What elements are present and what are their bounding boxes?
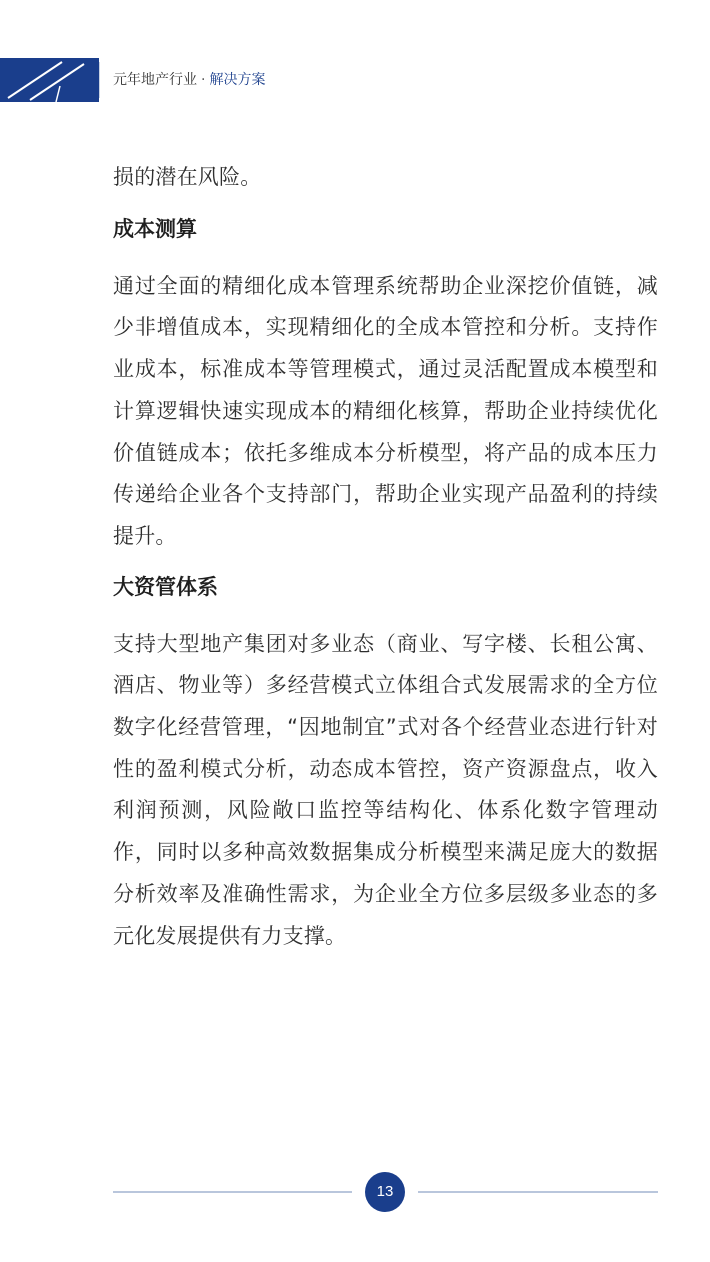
section-heading-cost: 成本测算 [113, 216, 197, 241]
footer-line-left [113, 1191, 352, 1193]
header-subsection: 解决方案 [209, 72, 266, 88]
page-header [0, 58, 710, 102]
page-content [113, 157, 658, 957]
header-breadcrumb [113, 70, 265, 90]
continued-paragraph: 损的潜在风险。 [113, 165, 262, 189]
header-section: 元年地产行业 [113, 72, 197, 88]
section-body-cost: 通过全面的精细化成本管理系统帮助企业深挖价值链，减少非增值成本，实现精细化的全成本管控和分析。支持作业成本，标准成本等管理模式，通过灵活配置成本模型和计算逻辑快速实现成本的精细化核算，帮助企业持续优化价值链成本；依托多维成本分析模型，将产品的成本压力传递给企业各个支持部门，帮助企业实现产品盈利的持续提升。 [113, 273, 658, 548]
footer-line-right [418, 1191, 658, 1193]
header-separator: · [201, 72, 206, 88]
brand-stripe-logo [0, 58, 99, 102]
page-number-badge: 13 [365, 1172, 405, 1212]
section-body-asset-management: 支持大型地产集团对多业态（商业、写字楼、长租公寓、酒店、物业等）多经营模式立体组合式发展需求的全方位数字化经营管理，“因地制宜”式对各个经营业态进行针对性的盈利模式分析，动态成本管控，资产资源盘点，收入利润预测，风险敞口监控等结构化、体系化数字管理动作，同时以多种高效数据集成分析模型来满足庞大的数据分析效率及准确性需求，为企业全方位多层级多业态的多元化发展提供有力支撑。 [113, 631, 658, 948]
header-divider [99, 62, 100, 98]
section-heading-asset-management: 大资管体系 [113, 574, 218, 599]
page-footer [0, 1172, 710, 1212]
